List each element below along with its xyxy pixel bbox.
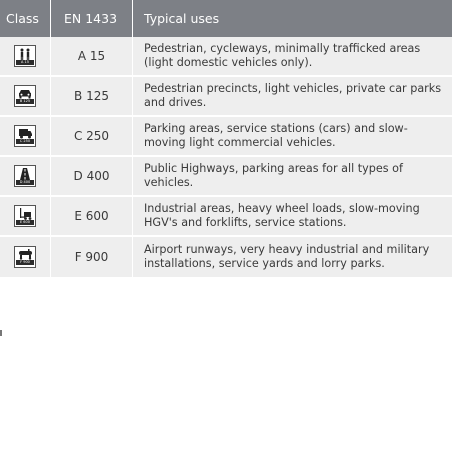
edge-mark xyxy=(0,330,2,336)
table-row xyxy=(0,37,452,77)
class-icon-cell xyxy=(0,157,50,195)
header-standard: EN 1433 xyxy=(64,11,118,26)
typical-uses: Airport runways, very heavy industrial and military installations, service yards and lorry parks. xyxy=(144,243,430,270)
class-icon-cell xyxy=(0,237,50,277)
forklift-icon xyxy=(14,205,36,227)
table-row xyxy=(0,117,452,157)
class-value: F 900 xyxy=(74,250,109,264)
pedestrian-icon xyxy=(14,45,36,67)
icon-label: D 400 xyxy=(16,180,34,185)
road-icon xyxy=(14,165,36,187)
icon-label: A 15 xyxy=(16,60,34,65)
class-value: C 250 xyxy=(73,129,110,143)
class-icon-cell xyxy=(0,117,50,155)
typical-uses: Industrial areas, heavy wheel loads, slow-moving HGV's and forklifts, service stations. xyxy=(144,202,420,229)
typical-uses: Pedestrian precincts, light vehicles, private car parks and drives. xyxy=(144,82,442,109)
header-uses: Typical uses xyxy=(144,11,220,26)
class-icon-cell xyxy=(0,37,50,75)
icon-label: F 900 xyxy=(16,260,34,265)
table-header xyxy=(0,0,452,37)
table-row xyxy=(0,157,452,197)
icon-label: B 125 xyxy=(16,99,34,104)
typical-uses: Parking areas, service stations (cars) and slow-moving light commercial vehicles. xyxy=(144,122,408,149)
class-value: D 400 xyxy=(73,169,110,183)
aircraft-icon xyxy=(14,246,36,268)
class-icon-cell xyxy=(0,197,50,235)
icon-label: C 250 xyxy=(16,139,34,144)
typical-uses: Public Highways, parking areas for all types of vehicles. xyxy=(144,162,403,189)
class-icon-cell xyxy=(0,77,50,115)
car-icon xyxy=(14,85,36,107)
typical-uses: Pedestrian, cycleways, minimally trafficked areas (light domestic vehicles only). xyxy=(144,42,421,69)
van-icon xyxy=(14,125,36,147)
header-class: Class xyxy=(6,11,39,26)
table-row xyxy=(0,197,452,237)
table-row xyxy=(0,237,452,277)
class-value: B 125 xyxy=(74,89,109,103)
class-value: E 600 xyxy=(74,209,109,223)
class-value: A 15 xyxy=(77,49,106,63)
icon-label: E 600 xyxy=(16,220,34,225)
table-row xyxy=(0,77,452,117)
